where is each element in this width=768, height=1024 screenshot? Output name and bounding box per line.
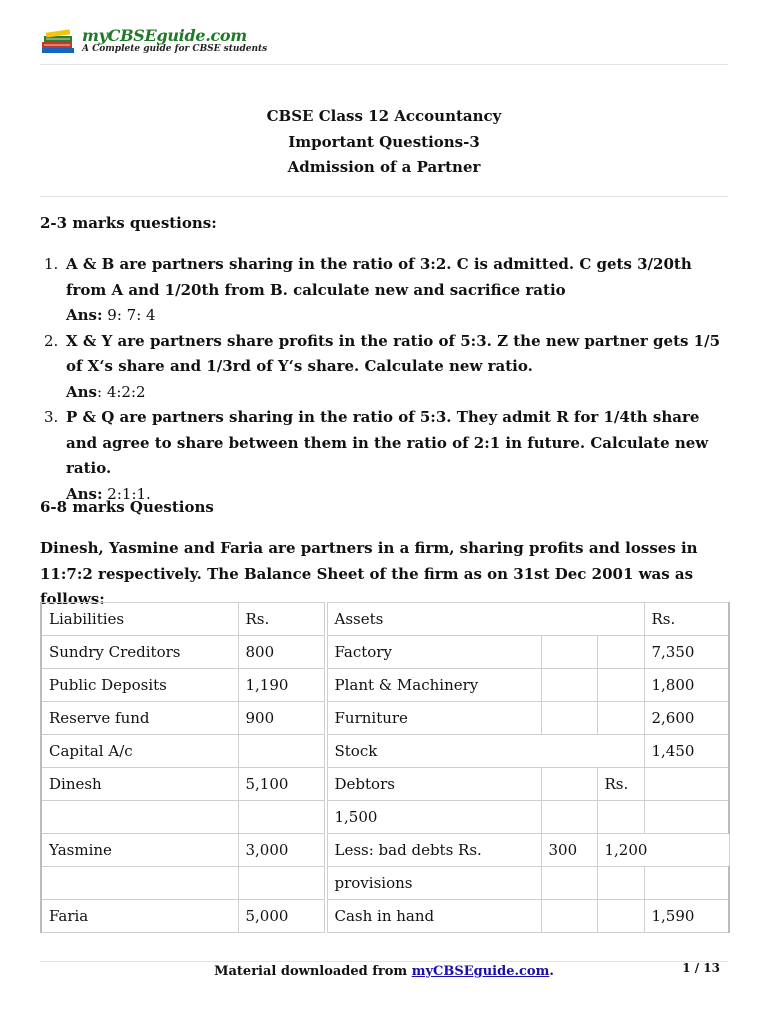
- table-cell: 3,000: [238, 834, 324, 867]
- question-text: P & Q are partners sharing in the ratio of 5:3. They admit R for 1/4th share and agree to share between them in the ratio of 2:1 in future. Calculate new ratio.: [66, 408, 709, 477]
- question-number: 1.: [44, 255, 59, 273]
- table-row: [41, 801, 729, 834]
- problem-statement: Dinesh, Yasmine and Faria are partners in a firm, sharing profits and losses in 11:7:2 respectively. The Balance Sheet of the firm as on 31st Dec 2001 was as follows:: [40, 539, 698, 608]
- question-number: 2.: [44, 331, 59, 350]
- table-cell: [541, 669, 597, 702]
- answer: Ans: 4:2:2: [66, 382, 146, 401]
- question-item: [40, 329, 730, 406]
- table-cell: 5,000: [238, 900, 324, 933]
- page-footer: Material downloaded from myCBSEguide.com.: [214, 964, 554, 979]
- table-cell: [597, 636, 644, 669]
- table-row: [41, 735, 729, 768]
- table-cell: 1,800: [644, 669, 729, 702]
- page-number: 1 / 13: [682, 961, 720, 975]
- table-cell: [644, 801, 729, 834]
- balance-sheet-table: [40, 602, 730, 933]
- footer-link[interactable]: myCBSEguide.com: [411, 964, 550, 979]
- table-cell: 2,600: [644, 702, 729, 735]
- table-row: [41, 702, 729, 735]
- table-cell: Sundry Creditors: [41, 636, 238, 669]
- table-cell: [541, 867, 597, 900]
- logo-brand: myCBSEguide.com: [82, 26, 247, 45]
- table-cell: [597, 900, 644, 933]
- table-cell: Factory: [327, 636, 541, 669]
- table-cell: [541, 702, 597, 735]
- table-cell: [41, 867, 238, 900]
- title-line-1: CBSE Class 12 Accountancy: [266, 107, 502, 125]
- footer-divider: [40, 961, 728, 962]
- table-cell: [597, 867, 644, 900]
- table-row: [41, 636, 729, 669]
- table-cell: [541, 801, 597, 834]
- table-header-row: [41, 603, 729, 636]
- section-heading-long: 6-8 marks Questions: [40, 498, 214, 516]
- table-cell: Furniture: [327, 702, 541, 735]
- table-row: [41, 867, 729, 900]
- table-cell: Public Deposits: [41, 669, 238, 702]
- table-cell: [541, 900, 597, 933]
- table-cell: Plant & Machinery: [327, 669, 541, 702]
- table-cell: Debtors: [327, 768, 541, 801]
- header-cell: Rs.: [238, 603, 324, 636]
- title-divider: [40, 196, 728, 197]
- table-cell: [597, 702, 644, 735]
- table-row: [41, 834, 729, 867]
- table-cell: [597, 669, 644, 702]
- table-cell: [541, 636, 597, 669]
- table-cell: [238, 735, 324, 768]
- table-cell: 900: [238, 702, 324, 735]
- table-cell: 1,450: [644, 735, 729, 768]
- table-cell: 1,500: [327, 801, 541, 834]
- table-cell: [238, 867, 324, 900]
- question-item: [40, 405, 730, 507]
- table-cell: [597, 801, 644, 834]
- table-cell: Reserve fund: [41, 702, 238, 735]
- table-cell: Dinesh: [41, 768, 238, 801]
- question-item: [40, 252, 730, 329]
- table-cell: 1,590: [644, 900, 729, 933]
- table-cell: 1,200: [597, 834, 729, 867]
- title-line-3: Admission of a Partner: [287, 158, 481, 176]
- footer-text: Material downloaded from: [214, 964, 412, 979]
- table-cell: [41, 801, 238, 834]
- answer: Ans: 2:1:1.: [66, 484, 151, 503]
- table-cell: Stock: [327, 735, 644, 768]
- table-cell: [238, 801, 324, 834]
- table-cell: Cash in hand: [327, 900, 541, 933]
- table-cell: [541, 768, 597, 801]
- table-cell: provisions: [327, 867, 541, 900]
- document-title: [40, 104, 728, 181]
- table-row: [41, 900, 729, 933]
- table-cell: 1,190: [238, 669, 324, 702]
- table-cell: Yasmine: [41, 834, 238, 867]
- table-cell: [644, 867, 729, 900]
- answer: Ans: 9: 7: 4: [66, 306, 156, 324]
- site-logo[interactable]: [40, 28, 267, 56]
- header-cell: Assets: [327, 603, 644, 636]
- table-cell: 5,100: [238, 768, 324, 801]
- table-cell: 7,350: [644, 636, 729, 669]
- header-cell: Liabilities: [41, 603, 238, 636]
- books-logo-icon: [40, 28, 80, 56]
- table-cell: [644, 768, 729, 801]
- table-row: [41, 768, 729, 801]
- table-cell: Capital A/c: [41, 735, 238, 768]
- table-cell: Less: bad debts Rs.: [327, 834, 541, 867]
- question-text: A & B are partners sharing in the ratio of 3:2. C is admitted. C gets 3/20th from A and 1/20th from B. calculate new and sacrifice ratio: [66, 255, 692, 299]
- table-cell: 300: [541, 834, 597, 867]
- question-number: 3.: [44, 408, 59, 426]
- page-header: [40, 24, 728, 65]
- title-line-2: Important Questions-3: [288, 132, 480, 151]
- question-text: X & Y are partners share profits in the ratio of 5:3. Z the new partner gets 1/5 of X‘s share and 1/3rd of Y‘s share. Calculate new ratio.: [66, 331, 721, 375]
- table-cell: Rs.: [597, 768, 644, 801]
- table-cell: Faria: [41, 900, 238, 933]
- header-cell: Rs.: [644, 603, 729, 636]
- table-cell: 800: [238, 636, 324, 669]
- logo-tagline: A Complete guide for CBSE students: [82, 44, 268, 54]
- section-heading-short: 2-3 marks questions:: [40, 214, 217, 232]
- table-row: [41, 669, 729, 702]
- question-list: [40, 252, 730, 507]
